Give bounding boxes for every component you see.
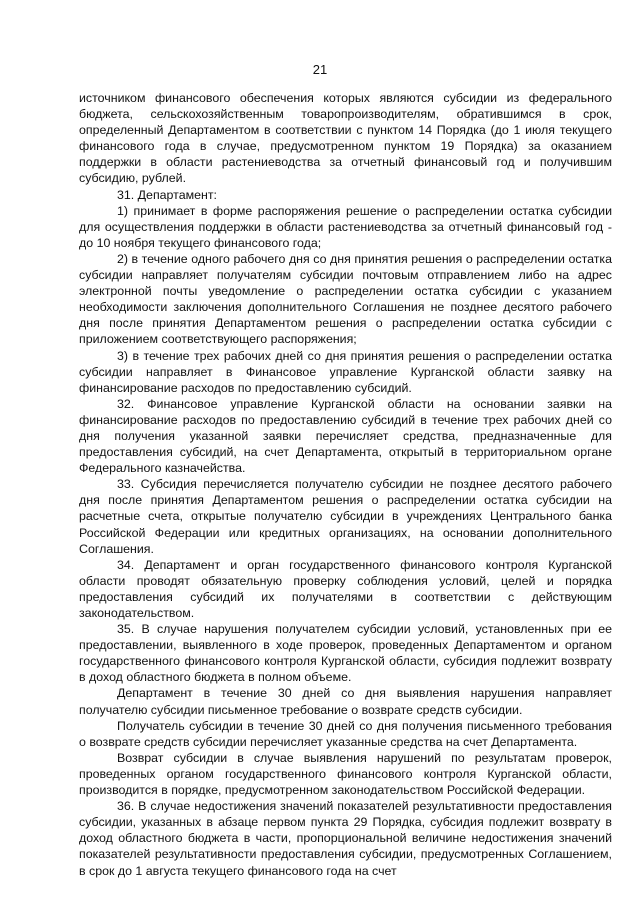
paragraph-32: 32. Финансовое управление Курганской области на основании заявки на финансирование расходов по предоставлению субсидий в течение трех рабочих дней со дня получения указанной заявки перечисляет средства, предназначенные для предоставления субсидий, на счет Департамента, открытый в территориальном органе Федерального казначейства. — [79, 396, 612, 476]
paragraph-31-heading: 31. Департамент: — [117, 187, 217, 202]
paragraph-continuation: источником финансового обеспечения которых являются субсидии из федерального бюджета, сельскохозяйственным товаропроизводителям, обратившимся в срок, определенный Департаментом в соответствии с пунктом 14 Порядка (до 1 июля текущего финансового года в случае, предусмотренном пунктом 19 Порядка) за оказанием поддержки в области растениеводства за отчетный финансовый год и получившим субсидию, рублей. — [79, 91, 612, 186]
paragraph-33: 33. Субсидия перечисляется получателю субсидии не позднее десятого рабочего дня после принятия Департаментом решения о распределении остатка субсидии на расчетные счета, открытые получателю субсидии в учреждениях Центрального банка Российской Федерации или кредитных организациях, на основании дополнительного Соглашения. — [79, 477, 612, 556]
paragraph-35-notice: Департамент в течение 30 дней со дня выявления нарушения направляет получателю субсидии письменное требование о возврате средств субсидии. — [79, 686, 612, 717]
paragraph-35: 35. В случае нарушения получателем субсидии условий, установленных при ее предоставлении, выявленного в ходе проверок, проведенных Департаментом и органом государственного финансового контроля Курганской области, субсидия подлежит возврату в доход областного бюджета в полном объеме. — [79, 622, 612, 685]
paragraph-31-item-2: 2) в течение одного рабочего дня со дня принятия решения о распределении остатка субсидии направляет получателям субсидии почтовым отправлением либо на адрес электронной почты уведомление о распределении остатка субсидии с указанием необходимости заключения дополнительного Соглашения не позднее десятого рабочего дня после принятия Департаментом решения о распределении остатка субсидии с приложением соответствующего распоряжения; — [79, 251, 612, 347]
paragraph-34: 34. Департамент и орган государственного финансового контроля Курганской области проводят обязательную проверку соблюдения условий, целей и порядка предоставления субсидий их получателями в соответствии с действующим законодательством. — [79, 557, 612, 620]
paragraph-35-audit-return: Возврат субсидии в случае выявления нарушений по результатам проверок, проведенных органом государственного финансового контроля Курганской области, производится в порядке, предусмотренном законодательством Российской Федерации. — [79, 750, 612, 798]
document-body — [79, 90, 612, 879]
paragraph-31-item-3: 3) в течение трех рабочих дней со дня принятия решения о распределении остатка субсидии направляет в Финансовое управление Курганской области заявку на финансирование расходов по предоставлению субсидий. — [79, 348, 612, 395]
page-number: 21 — [312, 62, 328, 77]
paragraph-31-item-1: 1) принимает в форме распоряжения решение о распределении остатка субсидии для осуществления поддержки в области растениеводства за отчетный финансовый год - до 10 ноября текущего финансового года; — [79, 203, 612, 250]
paragraph-36: 36. В случае недостижения значений показателей результативности предоставления субсидии, указанных в абзаце первом пункта 29 Порядка, субсидия подлежит возврату в доход областного бюджета в части, пропорциональной величине недостижения значений показателей результативности предоставления субсидии, предусмотренных Соглашением, в срок до 1 августа текущего финансового года на счет — [79, 799, 612, 878]
paragraph-35-repayment: Получатель субсидии в течение 30 дней со дня получения письменного требования о возврате средств субсидии перечисляет указанные средства на счет Департамента. — [79, 718, 612, 749]
